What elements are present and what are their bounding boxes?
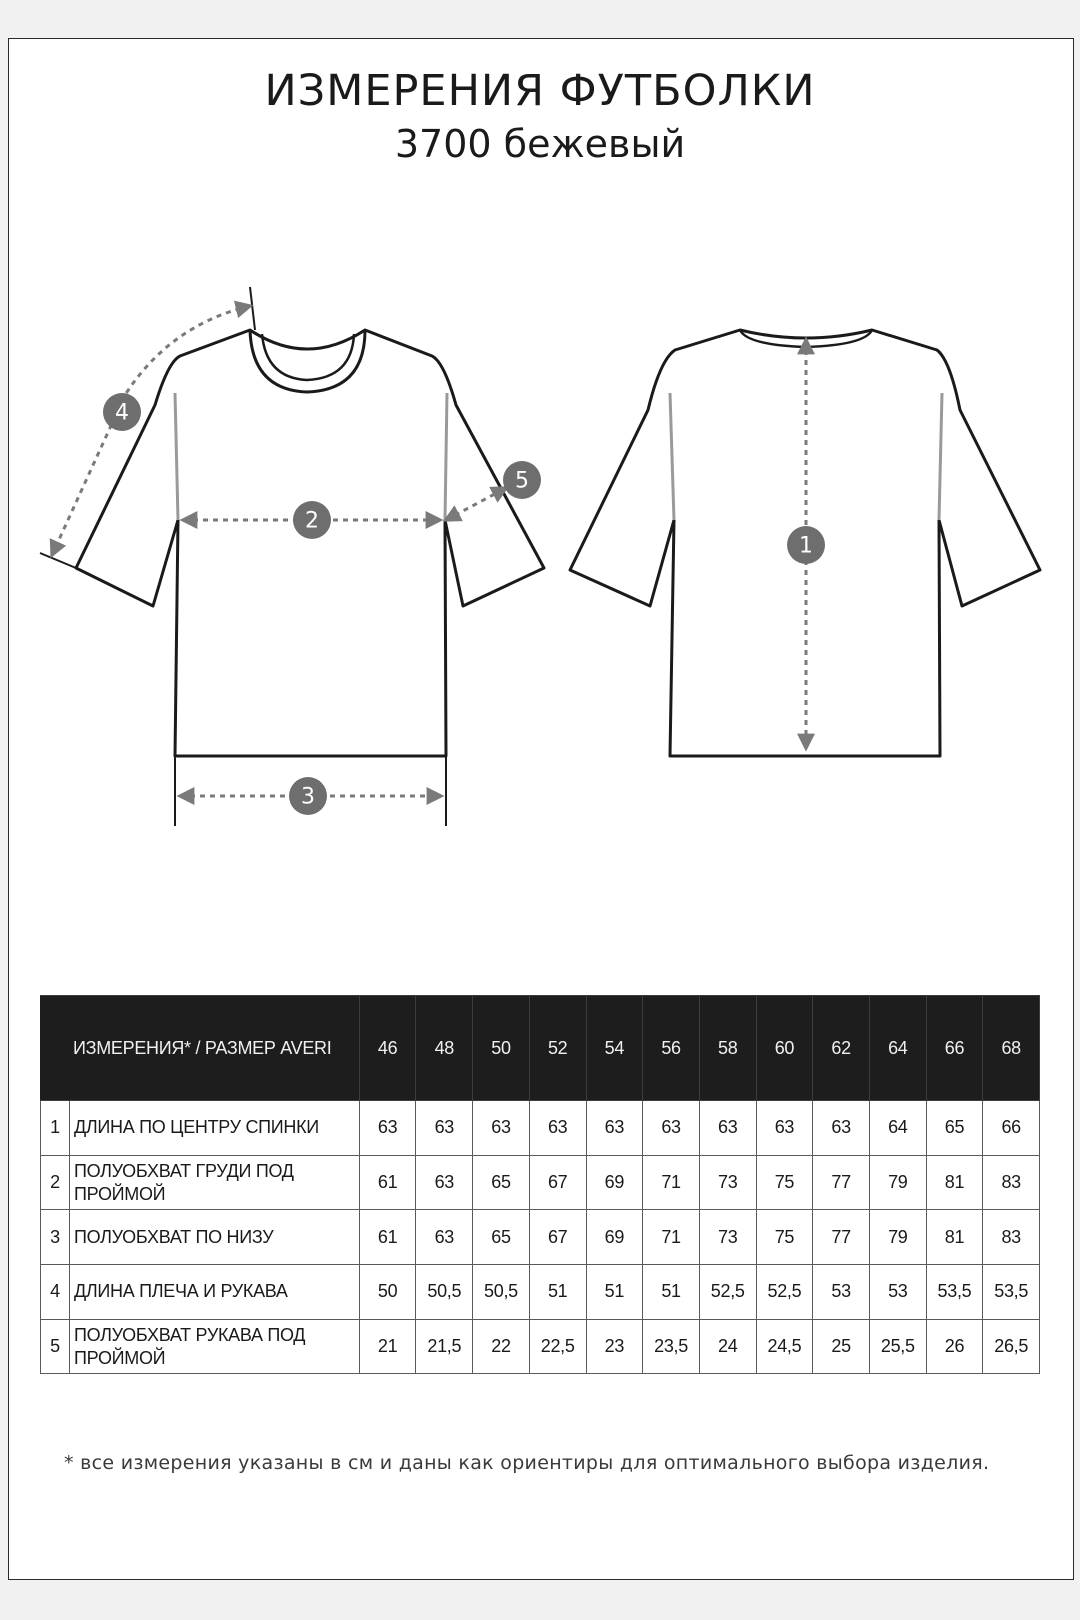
size-58: 58: [699, 996, 756, 1101]
row-number: 2: [41, 1155, 70, 1210]
measurement-name: ПОЛУОБХВАТ РУКАВА ПОД ПРОЙМОЙ: [70, 1319, 360, 1374]
measurement-value: 26: [926, 1319, 983, 1374]
measurement-name: ДЛИНА ПО ЦЕНТРУ СПИНКИ: [70, 1101, 360, 1156]
measurement-value: 63: [643, 1101, 700, 1156]
size-table-header: [41, 996, 1040, 1101]
size-48: 48: [416, 996, 473, 1101]
svg-text:3: 3: [301, 784, 315, 810]
measurement-value: 66: [983, 1101, 1040, 1156]
measurement-value: 63: [359, 1101, 416, 1156]
measurement-value: 73: [699, 1155, 756, 1210]
measurement-value: 24,5: [756, 1319, 813, 1374]
measurement-value: 83: [983, 1210, 1040, 1265]
row-number: 3: [41, 1210, 70, 1265]
measurement-value: 71: [643, 1155, 700, 1210]
measurement-value: 63: [813, 1101, 870, 1156]
svg-text:5: 5: [515, 468, 529, 494]
size-62: 62: [813, 996, 870, 1101]
measurement-value: 81: [926, 1210, 983, 1265]
size-54: 54: [586, 996, 643, 1101]
measurement-value: 63: [586, 1101, 643, 1156]
page-title: ИЗМЕРЕНИЯ ФУТБОЛКИ: [264, 66, 816, 116]
size-table: [40, 995, 1040, 1374]
size-60: 60: [756, 996, 813, 1101]
measurement-value: 71: [643, 1210, 700, 1265]
measurement-value: 53,5: [983, 1265, 1040, 1320]
measurement-value: 65: [473, 1210, 530, 1265]
measurement-value: 52,5: [699, 1265, 756, 1320]
measurement-value: 65: [926, 1101, 983, 1156]
size-68: 68: [983, 996, 1040, 1101]
measurement-value: 26,5: [983, 1319, 1040, 1374]
measurement-value: 63: [756, 1101, 813, 1156]
measurement-value: 63: [416, 1155, 473, 1210]
table-row: [41, 1265, 1040, 1320]
measurement-value: 51: [586, 1265, 643, 1320]
measurement-value: 61: [359, 1210, 416, 1265]
measurement-value: 23,5: [643, 1319, 700, 1374]
size-64: 64: [869, 996, 926, 1101]
measurement-value: 63: [529, 1101, 586, 1156]
measurement-value: 75: [756, 1210, 813, 1265]
measurement-value: 50,5: [473, 1265, 530, 1320]
measurement-value: 53: [813, 1265, 870, 1320]
measurement-value: 51: [643, 1265, 700, 1320]
row-number: 4: [41, 1265, 70, 1320]
measurement-value: 69: [586, 1210, 643, 1265]
svg-text:4: 4: [115, 400, 129, 426]
size-56: 56: [643, 996, 700, 1101]
measurement-value: 79: [869, 1210, 926, 1265]
measurement-value: 63: [416, 1101, 473, 1156]
measurement-value: 25,5: [869, 1319, 926, 1374]
size-66: 66: [926, 996, 983, 1101]
size-50: 50: [473, 996, 530, 1101]
measurement-value: 69: [586, 1155, 643, 1210]
measurement-value: 67: [529, 1210, 586, 1265]
header-label: ИЗМЕРЕНИЯ* / РАЗМЕР AVERI: [41, 996, 360, 1101]
measurement-name: ПОЛУОБХВАТ ПО НИЗУ: [70, 1210, 360, 1265]
measurement-value: 50: [359, 1265, 416, 1320]
marker-1: [787, 526, 825, 564]
measurement-value: 64: [869, 1101, 926, 1156]
measurement-value: 75: [756, 1155, 813, 1210]
measurement-value: 83: [983, 1155, 1040, 1210]
measurement-value: 63: [699, 1101, 756, 1156]
measurement-value: 73: [699, 1210, 756, 1265]
measurement-value: 63: [416, 1210, 473, 1265]
measurement-value: 50,5: [416, 1265, 473, 1320]
measurement-value: 77: [813, 1155, 870, 1210]
measurement-value: 67: [529, 1155, 586, 1210]
measurement-value: 22,5: [529, 1319, 586, 1374]
table-row: [41, 1101, 1040, 1156]
measurement-value: 65: [473, 1155, 530, 1210]
page-subtitle: 3700 бежевый: [394, 122, 686, 166]
measurement-value: 21,5: [416, 1319, 473, 1374]
table-row: [41, 1155, 1040, 1210]
measurement-value: 53: [869, 1265, 926, 1320]
measurement-value: 22: [473, 1319, 530, 1374]
measurement-value: 24: [699, 1319, 756, 1374]
row-number: 5: [41, 1319, 70, 1374]
table-row: [41, 1210, 1040, 1265]
row-number: 1: [41, 1101, 70, 1156]
measurement-name: ДЛИНА ПЛЕЧА И РУКАВА: [70, 1265, 360, 1320]
measurement-value: 61: [359, 1155, 416, 1210]
table-row: [41, 1319, 1040, 1374]
measurement-value: 25: [813, 1319, 870, 1374]
measurement-value: 77: [813, 1210, 870, 1265]
measurement-value: 23: [586, 1319, 643, 1374]
measurement-value: 53,5: [926, 1265, 983, 1320]
footnote: * все измерения указаны в см и даны как ориентиры для оптимального выбора изделия.: [64, 1452, 990, 1474]
measurement-value: 79: [869, 1155, 926, 1210]
measurement-value: 81: [926, 1155, 983, 1210]
measurement-value: 52,5: [756, 1265, 813, 1320]
size-52: 52: [529, 996, 586, 1101]
measurement-value: 63: [473, 1101, 530, 1156]
svg-text:2: 2: [305, 508, 319, 534]
measurement-value: 21: [359, 1319, 416, 1374]
svg-text:1: 1: [799, 533, 813, 559]
size-46: 46: [359, 996, 416, 1101]
measurement-value: 51: [529, 1265, 586, 1320]
measurement-name: ПОЛУОБХВАТ ГРУДИ ПОД ПРОЙМОЙ: [70, 1155, 360, 1210]
